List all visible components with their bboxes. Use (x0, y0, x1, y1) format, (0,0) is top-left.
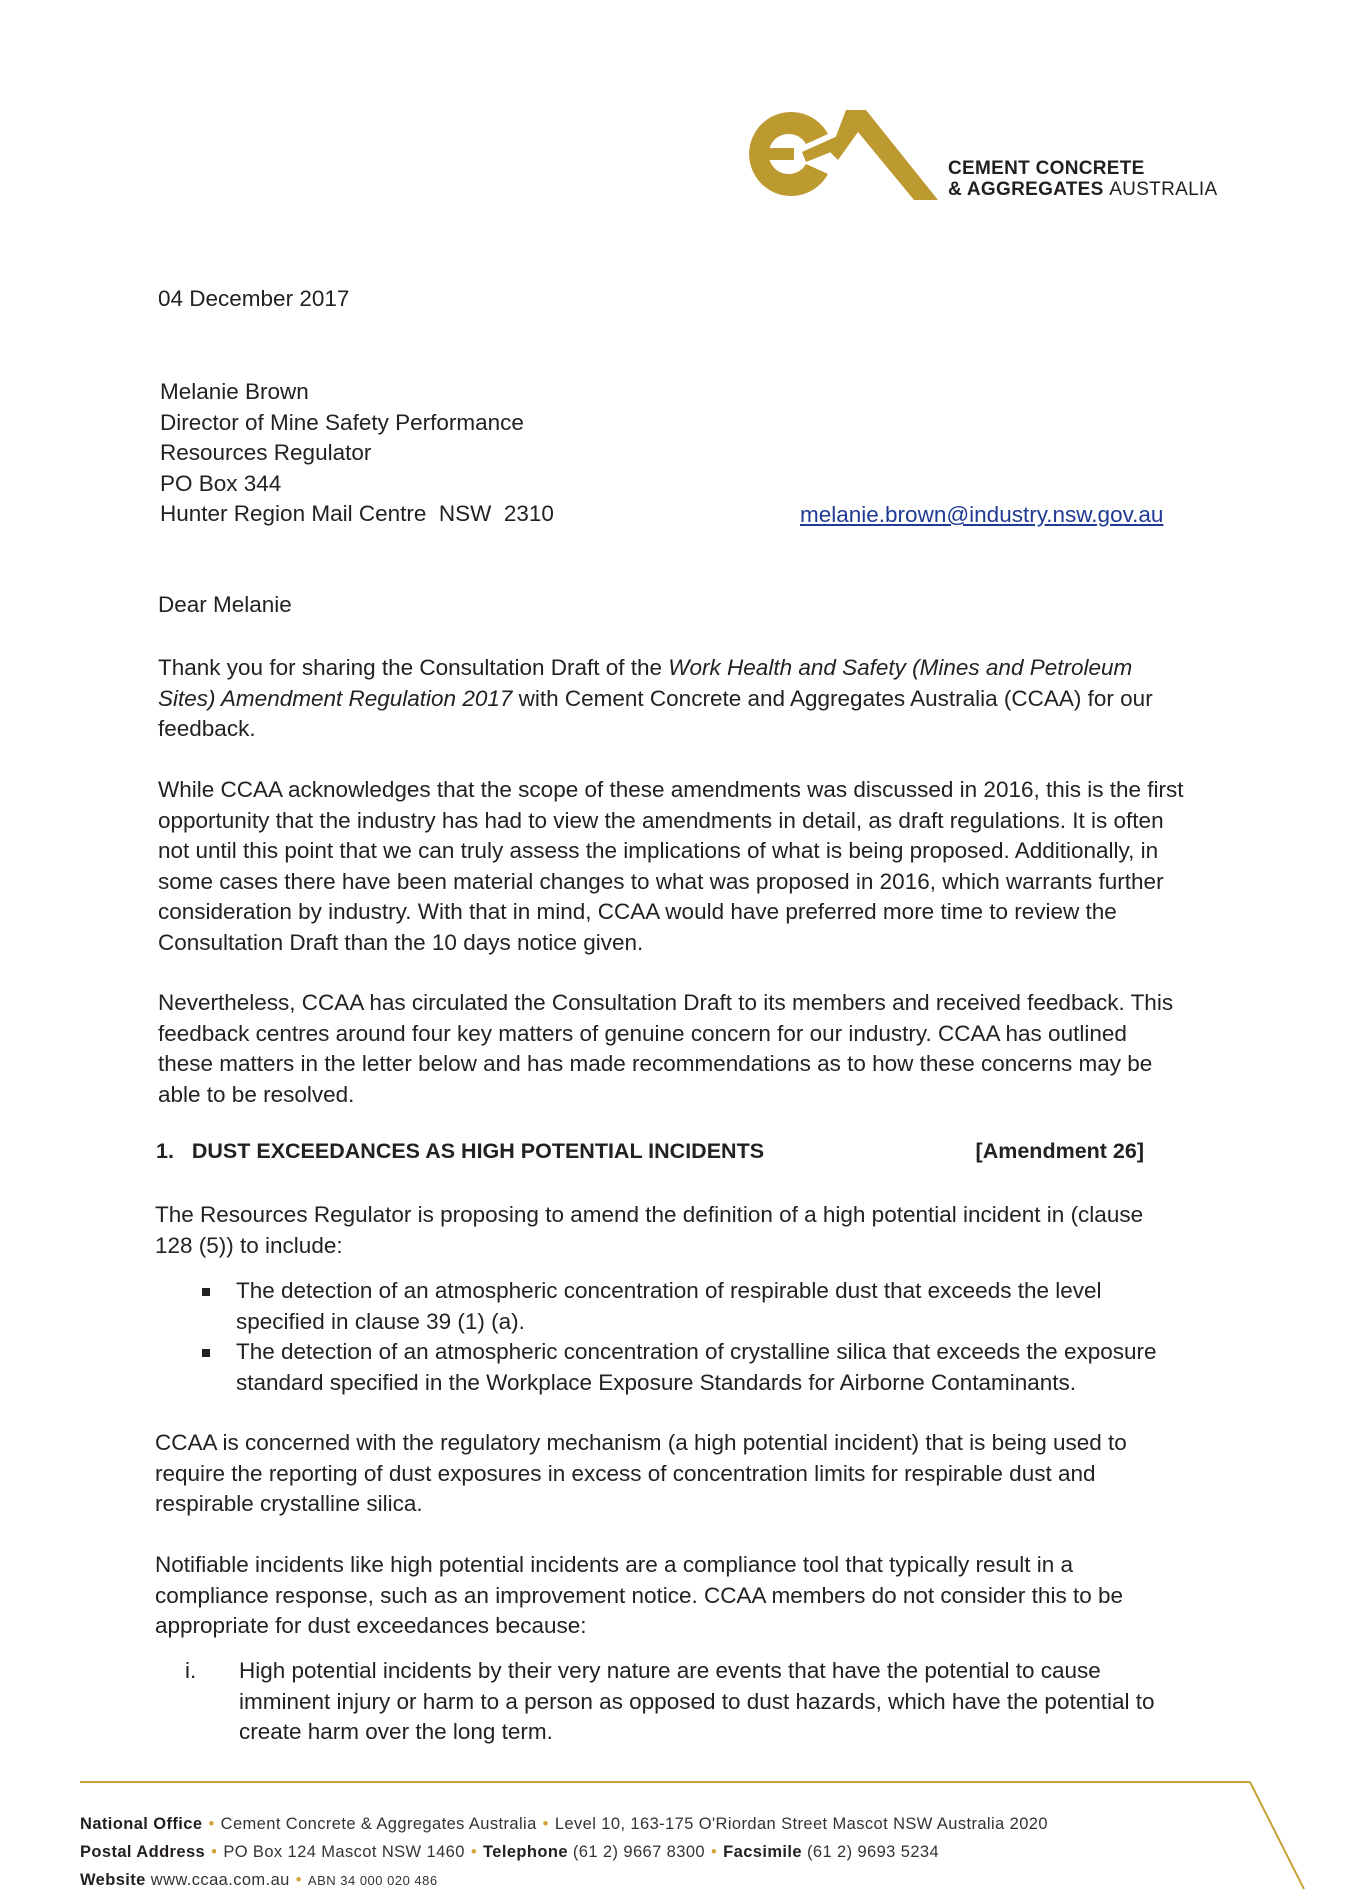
bullet-square-icon (202, 1288, 210, 1296)
footer-postal-line (80, 1838, 1048, 1866)
list-item (198, 1276, 1178, 1337)
footer-web-link[interactable]: www.ccaa.com.au (150, 1871, 290, 1889)
ccaa-logo-mark (742, 104, 942, 204)
numbered-point-label: i. (185, 1658, 197, 1683)
footer-abn: ABN 34 000 020 486 (307, 1873, 438, 1888)
regulation-title: Work Health and Safety (Mines and Petroleum Sites) Amendment Regulation 2017 (158, 655, 1133, 711)
list-item-text: The detection of an atmospheric concentration of crystalline silica that exceeds the exposure standard specified in the Workplace Exposure Standards for Airborne Contaminants. (236, 1339, 1157, 1395)
footer-office-value1: Cement Concrete & Aggregates Australia (220, 1815, 537, 1833)
list-item-text: The detection of an atmospheric concentration of respirable dust that exceeds the level specified in clause 39 (1) (a). (236, 1278, 1102, 1334)
recipient-org: Resources Regulator (160, 440, 372, 465)
footer-dot-icon: • (710, 1843, 718, 1861)
paragraph-proposal: The Resources Regulator is proposing to amend the definition of a high potential incident in (clause 128 (5)) to include: (155, 1202, 1144, 1258)
recipient-name: Melanie Brown (160, 379, 309, 404)
footer-office-line (80, 1810, 1048, 1838)
numbered-point-text: High potential incidents by their very nature are events that have the potential to cause imminent injury or harm to a person as opposed to dust hazards, which have the potential to create harm over the long term. (239, 1658, 1155, 1744)
list-item (198, 1337, 1178, 1398)
footer-office-label: National Office (80, 1815, 203, 1833)
footer-fax-value: (61 2) 9693 5234 (806, 1843, 940, 1861)
brand-line-2-light: AUSTRALIA (1109, 179, 1218, 200)
footer-postal-value: PO Box 124 Mascot NSW 1460 (223, 1843, 465, 1861)
footer-rule (80, 1781, 1250, 1783)
letter-date: 04 December 2017 (158, 286, 350, 311)
paragraph-concern: CCAA is concerned with the regulatory mechanism (a high potential incident) that is being used to require the reporting of dust exposures in excess of concentration limits for respirable dust and respirable crystalline silica. (155, 1430, 1127, 1516)
brand-line-1: CEMENT CONCRETE (948, 158, 1145, 179)
bullet-list (198, 1276, 1178, 1398)
recipient-po-box: PO Box 344 (160, 470, 282, 496)
paragraph-intro-b: with Cement Concrete and Aggregates Australia (CCAA) for our feedback. (158, 685, 1153, 741)
section-heading-title: 1. DUST EXCEEDANCES AS HIGH POTENTIAL INCIDENTS (156, 1139, 765, 1163)
recipient-email-link[interactable]: melanie.brown@industry.nsw.gov.au (800, 502, 1164, 527)
section-heading-ref: [Amendment 26] (975, 1139, 1144, 1163)
footer-dot-icon: • (470, 1843, 478, 1861)
recipient-city: Hunter Region Mail Centre NSW 2310 (160, 501, 554, 526)
ccaa-logo-icon (742, 104, 942, 204)
paragraph-intro (158, 653, 1188, 745)
footer-dot-icon: • (211, 1843, 218, 1861)
footer-dot-icon: • (542, 1815, 549, 1833)
paragraph-notifiable: Notifiable incidents like high potential incidents are a compliance tool that typically result in a compliance response, such as an improvement notice. CCAA members do not consider this to be appropriate for dust exceedances because: (155, 1552, 1123, 1638)
footer-web-label: Website (80, 1871, 146, 1889)
section-heading (156, 1139, 1144, 1164)
footer-slash-icon (1248, 1781, 1308, 1891)
paragraph-feedback: Nevertheless, CCAA has circulated the Consultation Draft to its members and received feedback. This feedback centres around four key matters of genuine concern for our industry. CCAA has outlined these matters in the letter below and has made recommendations as to how these concerns may be able to be resolved. (158, 990, 1174, 1107)
footer-phone-value: (61 2) 9667 8300 (572, 1843, 705, 1861)
brand-name (948, 158, 1218, 200)
footer-office-value2: Level 10, 163-175 O'Riordan Street Mascot NSW Australia 2020 (554, 1815, 1048, 1833)
recipient-address (160, 377, 554, 530)
footer-postal-label: Postal Address (80, 1843, 206, 1861)
footer-fax-label: Facsimile (723, 1843, 802, 1861)
paragraph-intro-a: Thank you for sharing the Consultation Draft of the (158, 655, 669, 680)
recipient-title: Director of Mine Safety Performance (160, 409, 524, 435)
footer-dot-icon: • (295, 1871, 302, 1889)
footer (80, 1810, 1048, 1895)
bullet-square-icon (202, 1349, 210, 1357)
paragraph-scope: While CCAA acknowledges that the scope of these amendments was discussed in 2016, this is the first opportunity that the industry has had to view the amendments in detail, as draft regulations. It is often not until this point that we can truly assess the implications of what is being proposed. Additionally, in some cases there have been material changes to what was proposed in 2016, which warrants further consideration by industry. With that in mind, CCAA would have preferred more time to review the Consultation Draft than the 10 days notice given. (158, 777, 1184, 955)
brand-line-2 (948, 179, 1218, 200)
brand-line-2-bold: & AGGREGATES (948, 179, 1104, 200)
greeting: Dear Melanie (158, 592, 292, 617)
footer-dot-icon: • (208, 1815, 215, 1833)
footer-web-line (80, 1866, 1048, 1895)
footer-phone-label: Telephone (483, 1843, 568, 1861)
